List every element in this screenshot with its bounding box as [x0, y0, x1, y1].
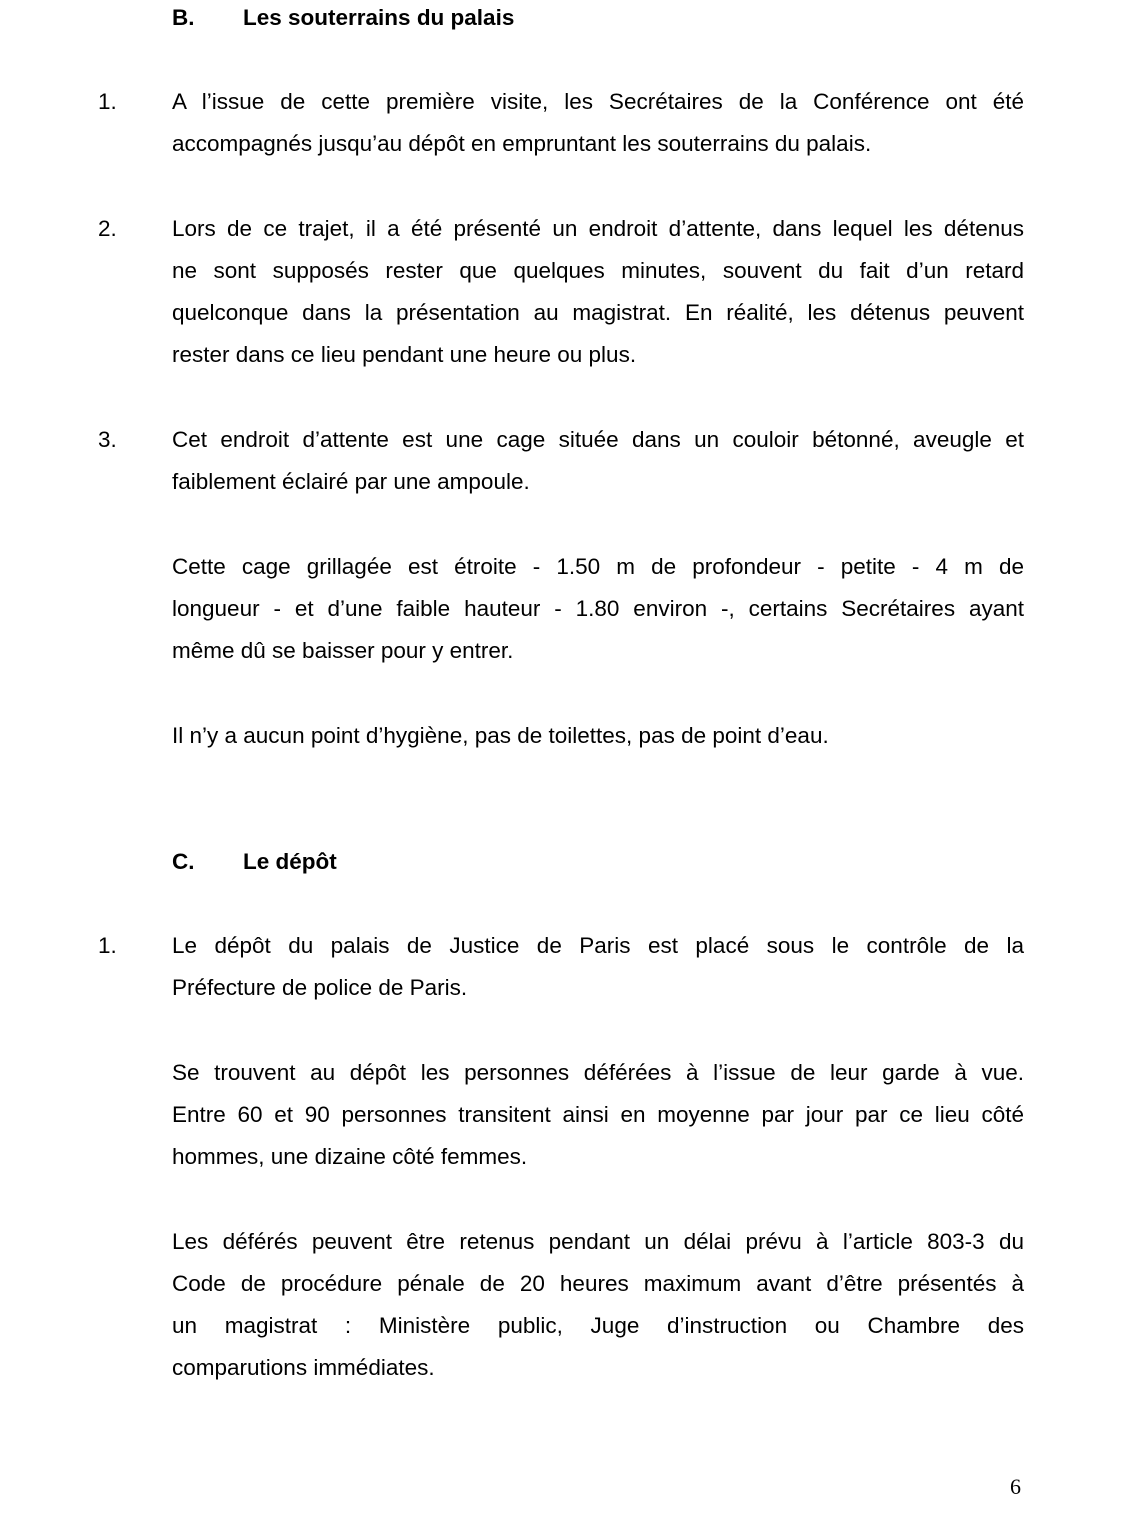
section-heading-c: [172, 841, 337, 883]
paragraph-line: Les déférés peuvent être retenus pendant un délai prévu à l’article 803-3 du: [172, 1229, 1024, 1254]
paragraph-number: 1.: [98, 89, 117, 114]
paragraph: [172, 925, 1024, 1009]
paragraph: [172, 81, 1024, 165]
paragraph-line: faiblement éclairé par une ampoule.: [172, 469, 530, 494]
paragraph-line: Le dépôt du palais de Justice de Paris est placé sous le contrôle de la: [172, 933, 1024, 958]
paragraph-line: Se trouvent au dépôt les personnes déférées à l’issue de leur garde à vue.: [172, 1060, 1024, 1085]
paragraph-line: quelconque dans la présentation au magistrat. En réalité, les détenus peuvent: [172, 300, 1024, 325]
paragraph: [172, 1052, 1024, 1178]
page-number: 6: [1010, 1474, 1021, 1499]
section-heading-b: [172, 0, 515, 39]
paragraph-number: 2.: [98, 216, 117, 241]
paragraph-line: ne sont supposés rester que quelques minutes, souvent du fait d’un retard: [172, 258, 1024, 283]
paragraph-line: Cet endroit d’attente est une cage située dans un couloir bétonné, aveugle et: [172, 427, 1024, 452]
paragraph-line: rester dans ce lieu pendant une heure ou plus.: [172, 342, 637, 367]
paragraph-line: accompagnés jusqu’au dépôt en empruntant les souterrains du palais.: [172, 131, 872, 156]
paragraph: [172, 546, 1024, 672]
section-letter: B.: [172, 5, 195, 30]
paragraph-line: Code de procédure pénale de 20 heures maximum avant d’être présentés à: [172, 1271, 1024, 1296]
paragraph-number: 3.: [98, 427, 117, 452]
paragraph-line: longueur - et d’une faible hauteur - 1.80 environ -, certains Secrétaires ayant: [172, 596, 1024, 621]
paragraph-line: Cette cage grillagée est étroite - 1.50 m de profondeur - petite - 4 m de: [172, 554, 1024, 579]
paragraph-number: 1.: [98, 933, 117, 958]
paragraph-line: Préfecture de police de Paris.: [172, 975, 468, 1000]
paragraph-line: Il n’y a aucun point d’hygiène, pas de toilettes, pas de point d’eau.: [172, 723, 829, 748]
section-title: Le dépôt: [243, 849, 337, 874]
paragraph: [172, 419, 1024, 503]
paragraph-line: Entre 60 et 90 personnes transitent ainsi en moyenne par jour par ce lieu côté: [172, 1102, 1024, 1127]
paragraph: [172, 208, 1024, 376]
section-title: Les souterrains du palais: [243, 5, 515, 30]
paragraph-line: hommes, une dizaine côté femmes.: [172, 1144, 528, 1169]
paragraph-line: Lors de ce trajet, il a été présenté un endroit d’attente, dans lequel les détenus: [172, 216, 1024, 241]
section-letter: C.: [172, 849, 195, 874]
paragraph: [172, 1221, 1024, 1389]
paragraph-line: comparutions immédiates.: [172, 1355, 435, 1380]
paragraph-line: même dû se baisser pour y entrer.: [172, 638, 514, 663]
paragraph-line: A l’issue de cette première visite, les Secrétaires de la Conférence ont été: [172, 89, 1024, 114]
paragraph-line: un magistrat : Ministère public, Juge d’instruction ou Chambre des: [172, 1313, 1024, 1338]
paragraph: [172, 715, 1024, 757]
